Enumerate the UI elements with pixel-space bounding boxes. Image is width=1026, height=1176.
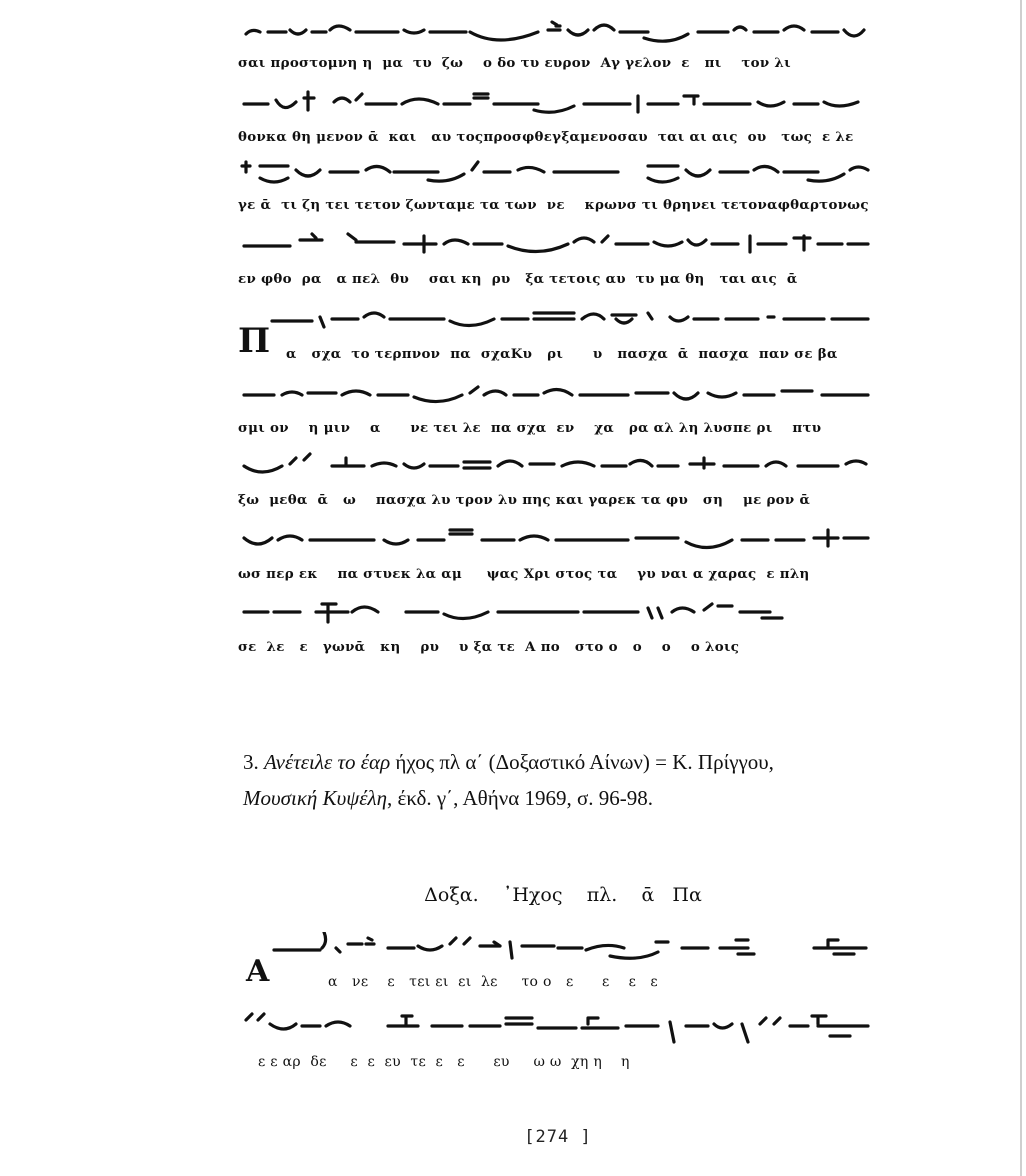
book-title: Μουσική Κυψέλη bbox=[243, 786, 388, 810]
page-number: [274 ] bbox=[524, 1127, 592, 1147]
neume-line bbox=[238, 381, 874, 436]
heading-echos: ᾿Ηχος bbox=[502, 884, 563, 906]
lyric-line: θονκα θη μενον ᾱ και αυ τοςπροσφθεγξαμενοσαυ ται αι αις ου τως ε λε bbox=[238, 129, 854, 145]
neume-row bbox=[238, 230, 874, 264]
neume-row bbox=[238, 18, 874, 52]
neume-row bbox=[238, 305, 874, 339]
mode-heading bbox=[400, 862, 702, 928]
lyric-line: σαι προστομνη η μα τυ ζω ο δο τυ ευρον Αγ γελον ε πι τον λι bbox=[238, 55, 791, 71]
lyric-line: σε λε ε γωνᾱ κη ρυ υ ξα τε Α πο στο ο ο ο ο λοις bbox=[238, 639, 740, 655]
drop-capital: Π bbox=[238, 321, 271, 361]
page-edge bbox=[1020, 0, 1022, 1176]
neume-line bbox=[238, 526, 874, 582]
neume-line bbox=[238, 230, 874, 287]
edition-info: , έκδ. γ΄, Αθήνα 1969, σ. 96-98. bbox=[387, 786, 654, 810]
hymn-mode: ήχος πλ α΄ bbox=[395, 750, 484, 774]
lyric-line: σμι ον η μιν α νε τει λε πα σχα εν χα ρα αλ λη λυσπε ρι πτυ bbox=[238, 420, 822, 436]
neume-line bbox=[238, 932, 874, 990]
lyric-line: εν φθο ρα α πελ θυ σαι κη ρυ ξα τετοις αυ τυ μα θη ται αις ᾱ bbox=[238, 271, 798, 287]
lyric-line: ξω μεθα ᾱ ω πασχα λυ τρον λυ πης και γαρεκ τα φυ ση με ρον ᾱ bbox=[238, 492, 811, 508]
hymn-source: (Δοξαστικό Αίνων) = Κ. Πρίγγου, bbox=[488, 750, 774, 774]
neume-row bbox=[238, 1012, 874, 1046]
caption-line-2 bbox=[243, 780, 893, 816]
neume-line bbox=[238, 305, 874, 362]
lyric-line: α νε ε τει ει ει λε το ο ε ε ε ε bbox=[328, 974, 658, 990]
neume-line bbox=[238, 90, 874, 145]
lyric-line: ωσ περ εκ πα στυεκ λα αμ ψας Χρι στος τα γυ ναι α χαρας ε πλη bbox=[238, 566, 810, 582]
example-caption bbox=[243, 744, 893, 816]
caption-line-1 bbox=[243, 744, 893, 780]
neume-line bbox=[238, 18, 874, 71]
neume-row bbox=[238, 381, 874, 415]
neume-line bbox=[238, 1012, 874, 1070]
heading-pl: πλ. bbox=[586, 884, 618, 906]
lyric-line: γε ᾱ τι ζη τει τετον ζωνταμε τα των νε κρωνσ τι θρηνει τετοναφθαρτονως bbox=[238, 197, 869, 213]
neume-row bbox=[238, 158, 874, 192]
neume-row bbox=[238, 90, 874, 124]
neume-row bbox=[238, 526, 874, 560]
neume-line bbox=[238, 158, 874, 213]
example-number: 3. bbox=[243, 750, 259, 774]
hymn-title: Ανέτειλε το έαρ bbox=[264, 750, 391, 774]
neume-row bbox=[238, 452, 874, 486]
lyric-line: α σχα το τερπνον πα σχαΚυ ρι υ πασχα ᾱ πασχα παν σε βα bbox=[286, 346, 838, 362]
heading-martyria: ᾱ bbox=[641, 884, 655, 906]
heading-doxa: Δοξα. bbox=[424, 884, 479, 906]
neume-row bbox=[238, 932, 874, 966]
neume-line bbox=[238, 598, 874, 655]
heading-pa: Πα bbox=[672, 884, 702, 906]
neume-line bbox=[238, 452, 874, 508]
neume-row bbox=[238, 598, 874, 632]
drop-capital: Α bbox=[246, 954, 270, 989]
lyric-line: ε ε αρ δε ε ε ευ τε ε ε ευ ω ω χη η η bbox=[258, 1054, 630, 1070]
